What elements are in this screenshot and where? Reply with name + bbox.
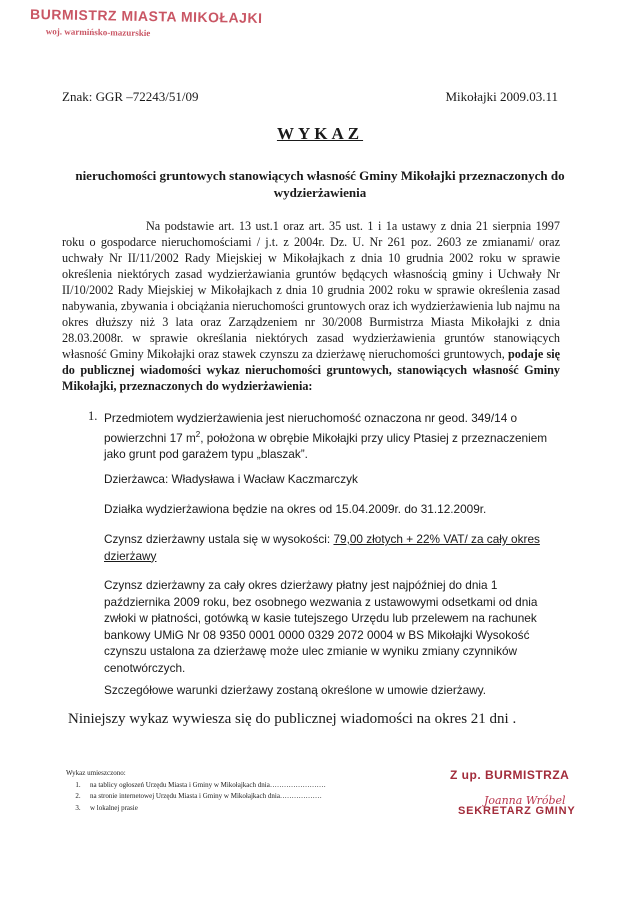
lease-details: Szczegółowe warunki dzierżawy zostaną określone w umowie dzierżawy.: [104, 683, 487, 697]
tenant-line: Dzierżawca: Władysława i Wacław Kaczmarczyk: [104, 472, 358, 486]
place-and-date: Mikołajki 2009.03.11: [445, 89, 558, 104]
lease-period: Działka wydzierżawiona będzie na okres od 15.04.2009r. do 31.12.2009r.: [104, 502, 487, 516]
stamp-line-2: woj. warmińsko-mazurskie: [45, 26, 151, 39]
area-unit-superscript: 2: [195, 429, 201, 439]
handwritten-signature: Joanna Wróbel: [484, 794, 566, 807]
document-subtitle: nieruchomości gruntowych stanowiących własność Gminy Mikołajki przeznaczonych do wydzierżawienia: [75, 168, 565, 200]
office-stamp: [30, 6, 263, 40]
stamp-line-1: BURMISTRZ MIASTA MIKOŁAJKI: [30, 5, 263, 27]
closing-statement: Niniejszy wykaz wywiesza się do publicznej wiadomości na okres 21 dni .: [68, 711, 517, 727]
item-number: 1.: [88, 409, 98, 423]
document-title: WYKAZ: [276, 124, 364, 143]
property-description: [104, 410, 562, 462]
posting-list-heading: Wykaz umieszczono:: [66, 769, 126, 777]
posting-list: [66, 768, 326, 814]
list-item: 1. na tablicy ogłoszeń Urzędu Miasta i Gminy w Mikołajkach dnia……………………: [75, 780, 326, 789]
property-text-2: , położona w obrębie Mikołajki przy ulicy Ptasiej z przeznaczeniem jako grunt pod garażem typu „blaszak”.: [104, 430, 548, 461]
list-item: 2. na stronie internetowej Urzędu Miasta i Gminy w Mikołajkach dnia………………: [75, 792, 322, 800]
rent-label: Czynsz dzierżawny ustala się w wysokości:: [104, 532, 334, 546]
reference-row: [62, 89, 558, 105]
payment-terms: Czynsz dzierżawny za cały okres dzierżawy płatny jest najpóźniej do dnia 1 października 2009 roku, bez osobnego wezwania z ustawowymi odsetkami od dnia zwłoki w płatności, gotówką w kasie tutejszego Urzędu lub przelewem na rachunek bankowy UMiG Nr 08 9350 0001 0000 0329 2072 0004 w BS Mikołajki Wysokość czynszu ustalona za dzierżawę może ulec zmianie w wyniku zmiany czynników cenotwórczych.: [104, 578, 538, 675]
reference-number: Znak: GGR –72243/51/09: [62, 89, 199, 104]
signature-stamp: [450, 768, 576, 817]
rent-value: 79,00 złotych + 22% VAT/ za cały okres dzierżawy: [104, 532, 540, 563]
list-item: 3. w lokalnej prasie: [75, 803, 138, 812]
rent-amount: [104, 531, 562, 564]
property-text-1: Przedmiotem wydzierżawienia jest nieruchomość oznaczona nr geod. 349/14 o powierzchni 17 m: [104, 411, 518, 445]
intro-bold-text: podaje się do publicznej wiadomości wykaz nieruchomości gruntowych, stanowiących własność Gminy Mikołajki, przeznaczonych do wydzierżawienia:: [62, 347, 560, 393]
intro-text: Na podstawie art. 13 ust.1 oraz art. 35 ust. 1 i 1a ustawy z dnia 21 sierpnia 1997 roku o gospodarce nieruchomościami / j.t. z 2004r. Dz. U. Nr 261 poz. 2603 ze zmianami/ oraz uchwały Nr II/11/2002 Rady Miejskiej w Mikołajkach z dnia 10 grudnia 2002 roku w sprawie określenia niektórych zasad wydzierżawiania gruntów będących własnością gminy i Uchwały Nr II/10/2002 Rady Miejskiej w Mikołajkach z dnia 10 grudnia 2002 roku w sprawie określenia zasad nabywania, zbywania i obciążania nieruchomości gruntowych oraz ich wydzierżawienia lub najmu na okres dłuższy niż 3 lata oraz Zarządzeniem nr 30/2008 Burmistrza Miasta Mikołajki z dnia 28.03.2008r. w sprawie określania niektórych zasad wydzierżawienia gruntów stanowiących własność Gminy Mikołajki oraz stawek czynszu za dzierżawę nieruchomości gruntowych,: [62, 219, 560, 361]
intro-paragraph: [62, 218, 560, 394]
signature-line-1: Z up. BURMISTRZA: [450, 768, 570, 782]
signature-line-2: SEKRETARZ GMINY: [458, 805, 576, 817]
